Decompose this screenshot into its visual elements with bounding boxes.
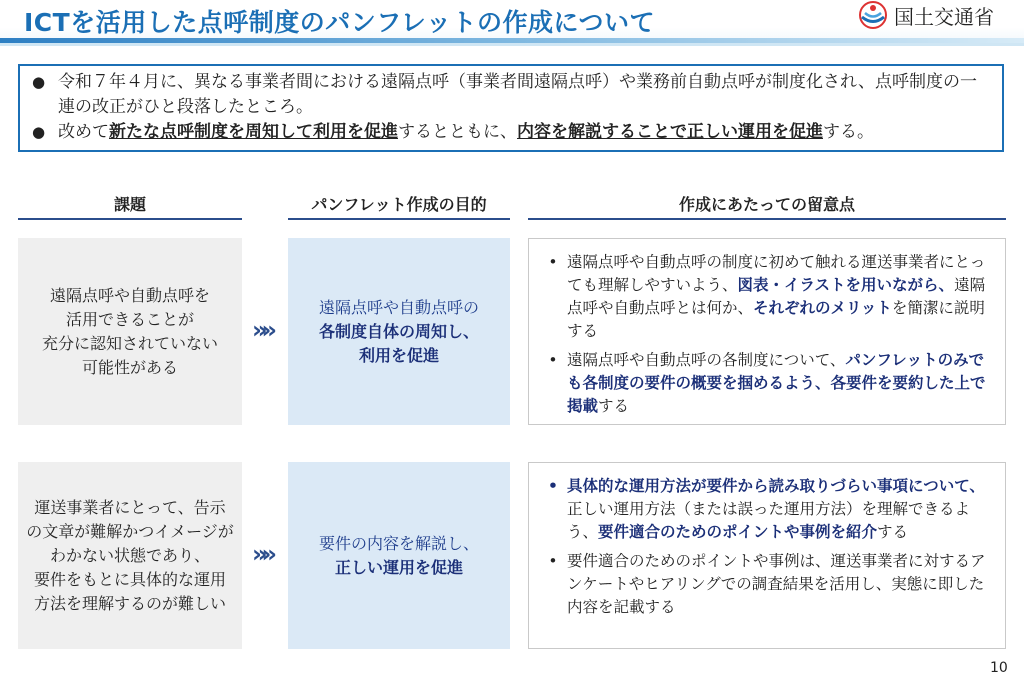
column-divider: [18, 218, 242, 220]
bullet-icon: ●: [32, 123, 46, 141]
note-item: • 遠隔点呼や自動点呼の制度に初めて触れる運送事業者にとっても理解しやすいよう、図表・イラストを用いながら、遠隔点呼や自動点呼とは何か、それぞれのメリットを簡潔に説明する: [539, 251, 991, 343]
note-item: • 具体的な運用方法が要件から読み取りづらい事項について、正しい運用方法（または誤った運用方法）を理解できるよう、要件適合のためのポイントや事例を紹介する: [539, 475, 991, 544]
column-divider: [528, 218, 1006, 220]
purpose-box: 遠隔点呼や自動点呼の 各制度自体の周知し、 利用を促進: [288, 238, 510, 425]
notes-box: [528, 238, 1006, 425]
arrow-icon: »»: [252, 540, 272, 568]
bullet-icon: ●: [32, 73, 46, 91]
ministry-logo: [858, 0, 994, 30]
column-header-purpose: パンフレット作成の目的: [311, 195, 487, 214]
arrow-icon: »»: [252, 316, 272, 344]
bullet-icon: •: [548, 477, 558, 495]
note-item: • 要件適合のためのポイントや事例は、運送事業者に対するアンケートやヒアリングでの調査結果を活用し、実態に即した内容を記載する: [539, 550, 991, 619]
column-divider: [288, 218, 510, 220]
bullet-icon: •: [548, 253, 558, 271]
column-header-issue: 課題: [113, 195, 146, 214]
issue-box: 遠隔点呼や自動点呼を 活用できることが 充分に認知されていない 可能性がある: [18, 238, 242, 425]
page-title: ICTを活用した点呼制度のパンフレットの作成について: [24, 8, 655, 37]
summary-item: [32, 120, 994, 145]
logo-text: 国土交通省: [894, 4, 994, 29]
notes-box: [528, 462, 1006, 649]
summary-item: [32, 70, 994, 120]
bullet-icon: •: [548, 351, 558, 369]
purpose-box: 要件の内容を解説し、 正しい運用を促進: [288, 462, 510, 649]
emphasis-text: 新たな点呼制度を周知して利用を促進: [109, 122, 398, 142]
page-number: 10: [990, 660, 1008, 676]
summary-box: [18, 64, 1004, 152]
summary-text: 改めて新たな点呼制度を周知して利用を促進するとともに、内容を解説することで正しい運用を促進する。: [58, 122, 874, 142]
title-underline-light: [0, 43, 1024, 46]
note-item: • 遠隔点呼や自動点呼の各制度について、パンフレットのみでも各制度の要件の概要を掴めるよう、各要件を要約した上で掲載する: [539, 349, 991, 418]
column-header-notes: 作成にあたっての留意点: [678, 195, 855, 214]
summary-text: 令和７年４月に、異なる事業者間における遠隔点呼（事業者間遠隔点呼）や業務前自動点呼が制度化され、点呼制度の一連の改正がひと段落したところ。: [58, 72, 978, 117]
emphasis-text: 内容を解説することで正しい運用を促進: [517, 122, 823, 142]
mlit-logo-icon: [858, 0, 888, 30]
bullet-icon: •: [548, 552, 558, 570]
issue-box: 運送事業者にとって、告示 の文章が難解かつイメージが わかない状態であり、 要件をもとに具体的な運用 方法を理解するのが難しい: [18, 462, 242, 649]
